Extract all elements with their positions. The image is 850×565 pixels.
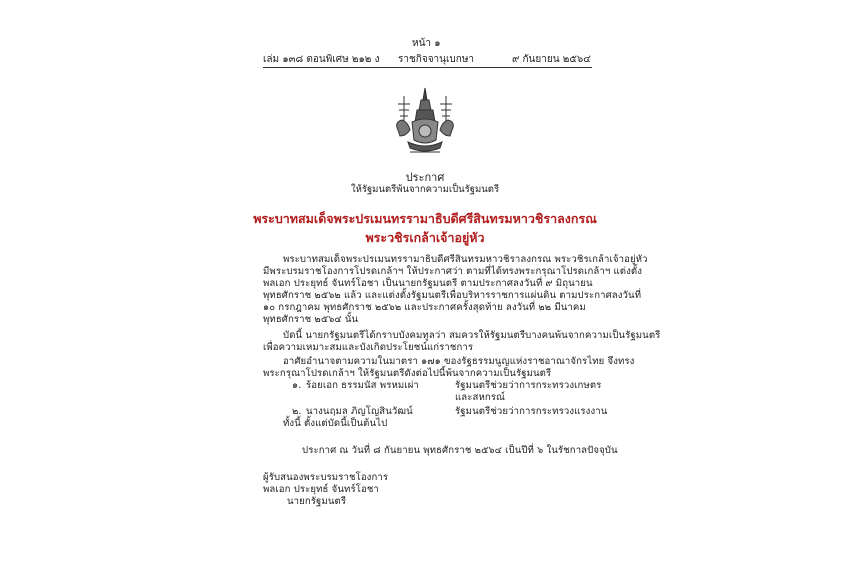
header-rule <box>263 67 592 68</box>
paragraph-line: อาศัยอำนาจตามความในมาตรา ๑๗๑ ของรัฐธรรมนูญแห่งราชอาณาจักรไทย จึงทรง <box>283 356 635 367</box>
paragraph-3 <box>263 356 635 380</box>
minister-2-position: รัฐมนตรีช่วยว่าการกระทรวงแรงงาน <box>455 406 608 417</box>
paragraph-line: เพื่อความเหมาะสมและบังเกิดประโยชน์แก่ราชการ <box>263 342 474 353</box>
king-title-line1: พระบาทสมเด็จพระปรเมนทรรามาธิบดีศรีสินทรมหาวชิราลงกรณ <box>253 211 597 226</box>
paragraph-line: พลเอก ประยุทธ์ จันทร์โอชา เป็นนายกรัฐมนตรี ตามประกาศลงวันที่ ๙ มิถุนายน <box>263 278 593 289</box>
effective-clause: ทั้งนี้ ตั้งแต่บัดนี้เป็นต้นไป <box>283 418 388 429</box>
paragraph-line: พุทธศักราช ๒๕๖๒ แล้ว และแต่งตั้งรัฐมนตรีเพื่อบริหารราชการแผ่นดิน ตามประกาศลงวันที่ <box>263 290 642 301</box>
volume-label: เล่ม ๑๓๘ ตอนพิเศษ ๒๑๒ ง <box>263 54 380 65</box>
minister-1-position: รัฐมนตรีช่วยว่าการกระทรวงเกษตร <box>455 380 602 391</box>
prime-minister-name: พลเอก ประยุทธ์ จันทร์โอชา <box>263 484 379 495</box>
gazette-name: ราชกิจจานุเบกษา <box>398 54 475 65</box>
paragraph-line: ๑๐ กรกฎาคม พุทธศักราช ๒๕๖๒ และประกาศครั้งสุดท้าย ลงวันที่ ๒๒ มีนาคม <box>263 302 586 313</box>
paragraph-line: มีพระบรมราชโองการโปรดเกล้าฯ ให้ประกาศว่า ตามที่ได้ทรงพระกรุณาโปรดเกล้าฯ แต่งตั้ง <box>263 266 643 277</box>
paragraph-line: พุทธศักราช ๒๕๖๔ นั้น <box>263 314 359 325</box>
page-number: หน้า ๑ <box>412 38 441 49</box>
minister-1-number: ๑. <box>292 380 302 391</box>
royal-garuda-emblem-icon <box>390 86 460 158</box>
minister-2-number: ๒. <box>292 406 302 417</box>
header-date: ๙ กันยายน ๒๕๖๔ <box>512 54 591 65</box>
announcement-subject: ให้รัฐมนตรีพ้นจากความเป็นรัฐมนตรี <box>350 184 500 195</box>
paragraph-line: พระบาทสมเด็จพระปรเมนทรรามาธิบดีศรีสินทรมหาวชิราลงกรณ พระวชิรเกล้าเจ้าอยู่หัว <box>283 254 648 265</box>
announcement-date: ประกาศ ณ วันที่ ๘ กันยายน พุทธศักราช ๒๕๖๔ เป็นปีที่ ๖ ในรัชกาลปัจจุบัน <box>302 445 618 456</box>
paragraph-line: บัดนี้ นายกรัฐมนตรีได้กราบบังคมทูลว่า สมควรให้รัฐมนตรีบางคนพ้นจากความเป็นรัฐมนตรี <box>283 330 661 341</box>
paragraph-line: พระกรุณาโปรดเกล้าฯ ให้รัฐมนตรีดังต่อไปนี้พ้นจากความเป็นรัฐมนตรี <box>263 368 552 379</box>
minister-1-position-cont: และสหกรณ์ <box>455 392 506 403</box>
countersign-label: ผู้รับสนองพระบรมราชโองการ <box>263 472 389 483</box>
announcement-title: ประกาศ <box>405 171 445 184</box>
paragraph-1 <box>263 254 648 326</box>
minister-2-name: นางนฤมล ภิญโญสินวัฒน์ <box>306 406 413 417</box>
minister-1-name: ร้อยเอก ธรรมนัส พรหมเผ่า <box>306 380 419 391</box>
king-title-line2: พระวชิรเกล้าเจ้าอยู่หัว <box>365 230 485 245</box>
prime-minister-title: นายกรัฐมนตรี <box>287 496 347 507</box>
paragraph-2 <box>263 330 661 354</box>
